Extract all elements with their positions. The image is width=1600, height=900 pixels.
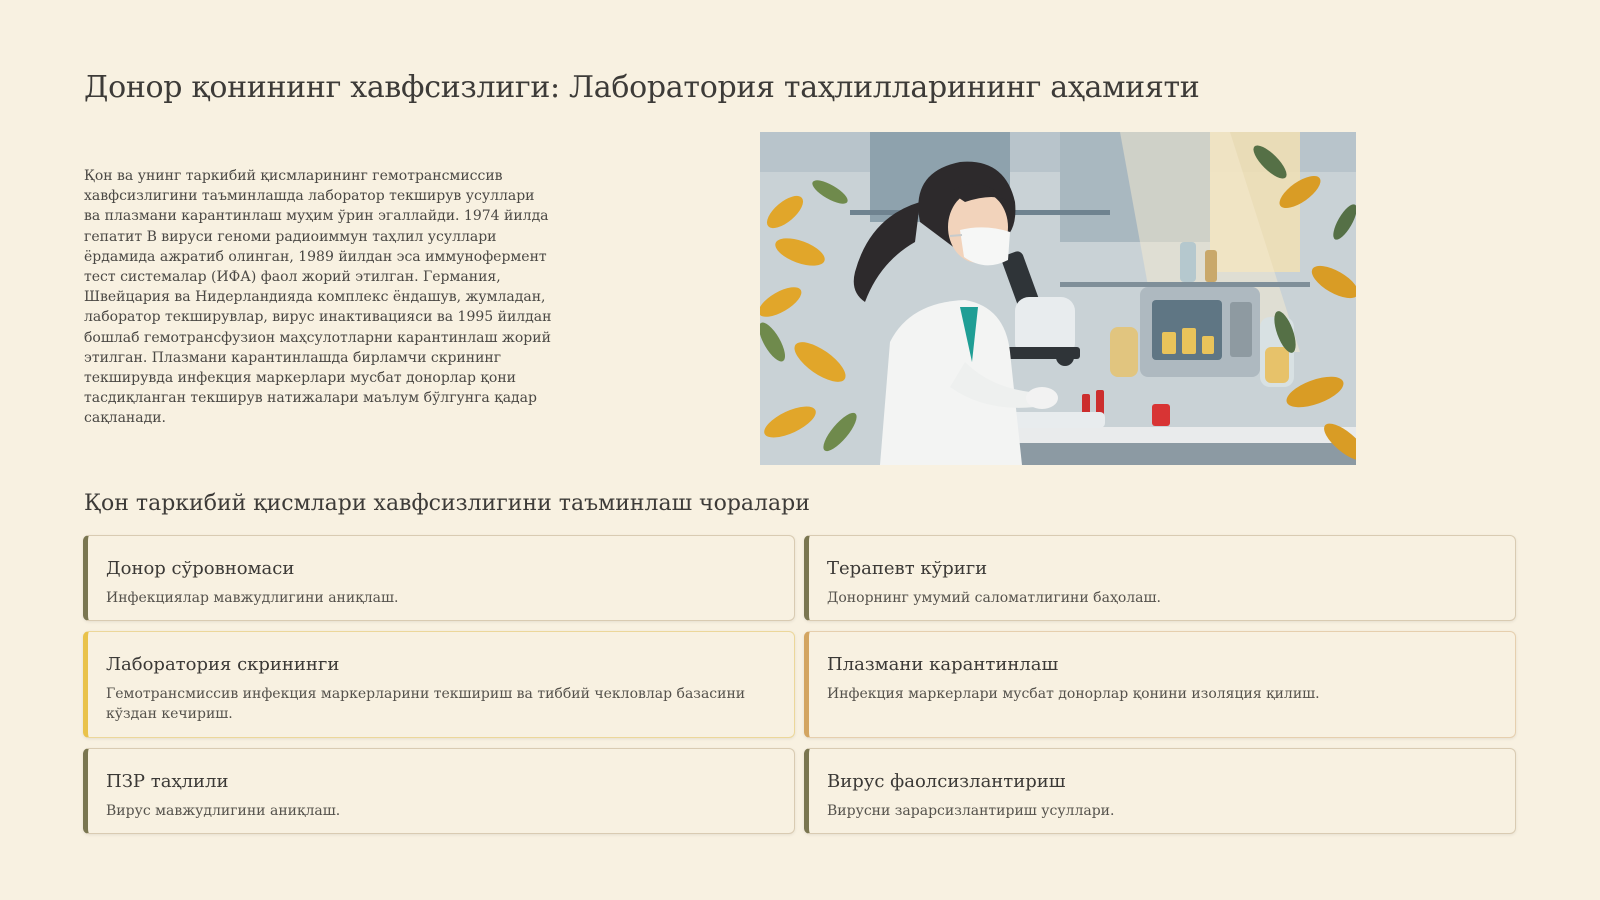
card-title: Терапевт кўриги xyxy=(827,558,988,579)
card-title: Донор сўровномаси xyxy=(106,558,295,579)
card-pcr-analysis xyxy=(83,748,795,834)
card-description: Гемотрансмиссив инфекция маркерларини текшириш ва тиббий чекловлар базасини кўздан кечириш. xyxy=(106,686,746,722)
card-title: Вирус фаолсизлантириш xyxy=(827,771,1066,792)
card-title: ПЗР таҳлили xyxy=(106,771,229,792)
card-virus-inactivation xyxy=(804,748,1516,834)
intro-paragraph: Қон ва унинг таркибий қисмларининг гемотрансмиссив хавфсизлигини таъминлашда лаборатор текширув усуллари ва плазмани карантинлаш муҳим ўрин эгаллайди. 1974 йилда гепатит В вируси геноми радиоиммун таҳлил усуллари ёрдамида ажратиб олинган, 1989 йилдан эса иммунофермент тест системалар (ИФА) фаол жорий этилган. Германия, Швейцария ва Нидерландияда комплекс ёндашув, жумладан, лаборатор текширувлар, вирус инактивацияси ва 1995 йилдан бошлаб гемотрансфузион маҳсулотларни карантинлаш жорий этилган. Плазмани карантинлашда бирламчи скрининг текширувда инфекция маркерлари мусбат донорлар қони тасдиқланган текширув натижалари маълум бўлгунга қадар сақланади. xyxy=(84,168,552,427)
card-title: Лаборатория скрининги xyxy=(106,654,340,675)
card-donor-questionnaire xyxy=(83,535,795,621)
card-description: Инфекция маркерлари мусбат донорлар қонини изоляция қилиш. xyxy=(827,686,1320,702)
card-description: Донорнинг умумий саломатлигини баҳолаш. xyxy=(827,590,1161,606)
card-lab-screening xyxy=(83,631,795,738)
card-title: Плазмани карантинлаш xyxy=(827,654,1059,675)
scientist-illustration xyxy=(760,132,1356,465)
card-description: Вирус мавжудлигини аниқлаш. xyxy=(106,803,341,819)
card-therapist-exam xyxy=(804,535,1516,621)
card-description: Инфекциялар мавжудлигини аниқлаш. xyxy=(106,590,399,606)
page-title: Донор қонининг хавфсизлиги: Лаборатория таҳлилларининг аҳамияти xyxy=(84,70,1200,105)
section-subtitle: Қон таркибий қисмлари хавфсизлигини таъминлаш чоралари xyxy=(84,491,810,516)
measures-card-grid xyxy=(83,535,1516,834)
card-plasma-quarantine xyxy=(804,631,1516,738)
card-description: Вирусни зарарсизлантириш усуллари. xyxy=(827,803,1115,819)
